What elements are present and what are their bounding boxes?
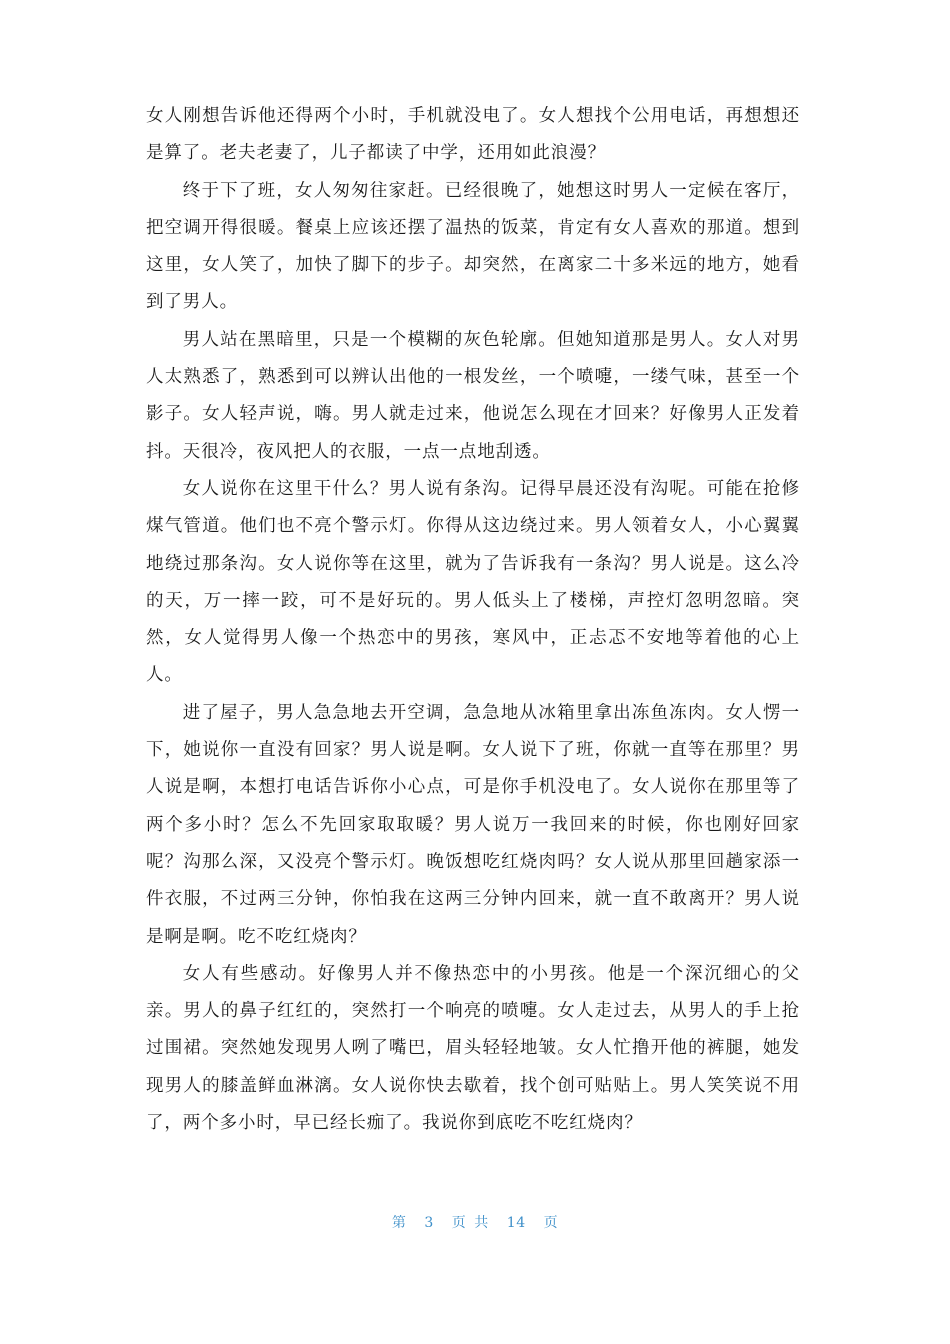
- paragraph-1: 女人刚想告诉他还得两个小时，手机就没电了。女人想找个公用电话，再想想还是算了。老夫老妻了，儿子都读了中学，还用如此浪漫？: [146, 106, 800, 164]
- paragraph-6: 女人有些感动。好像男人并不像热恋中的小男孩。他是一个深沉细心的父亲。男人的鼻子红红的，突然打一个响亮的喷嚏。女人走过去，从男人的手上抢过围裙。突然她发现男人咧了嘴巴，眉头轻轻地皱。女人忙撸开他的裤腿，她发现男人的膝盖鲜血淋漓。女人说你快去歇着，找个创可贴贴上。男人笑笑说不用了，两个多小时，早已经长痂了。我说你到底吃不吃红烧肉？: [146, 963, 800, 1134]
- footer-total-pages: 14: [506, 1215, 526, 1231]
- footer-gong: 共: [474, 1215, 489, 1231]
- page-footer: [0, 1212, 950, 1232]
- paragraph-2: 终于下了班，女人匆匆往家赶。已经很晚了，她想这时男人一定候在客厅，把空调开得很暖。餐桌上应该还摆了温热的饭菜，肯定有女人喜欢的那道。想到这里，女人笑了，加快了脚下的步子。却突然，在离家二十多米远的地方，她看到了男人。: [146, 180, 800, 313]
- paragraph-3: 男人站在黑暗里，只是一个模糊的灰色轮廓。但她知道那是男人。女人对男人太熟悉了，熟悉到可以辨认出他的一根发丝，一个喷嚏，一缕气味，甚至一个影子。女人轻声说，嗨。男人就走过来，他说怎么现在才回来？好像男人正发着抖。天很冷，夜风把人的衣服，一点一点地刮透。: [146, 329, 800, 462]
- footer-page-number: 3: [424, 1215, 434, 1231]
- document-body: [146, 98, 800, 1142]
- paragraph-4: 女人说你在这里干什么？男人说有条沟。记得早晨还没有沟呢。可能在抢修煤气管道。他们也不亮个警示灯。你得从这边绕过来。男人领着女人，小心翼翼地绕过那条沟。女人说你等在这里，就为了告诉我有一条沟？男人说是。这么冷的天，万一摔一跤，可不是好玩的。男人低头上了楼梯，声控灯忽明忽暗。突然，女人觉得男人像一个热恋中的男孩，寒风中，正忐忑不安地等着他的心上人。: [146, 478, 800, 686]
- footer-ye: 页: [451, 1215, 467, 1231]
- footer-di: 第: [391, 1215, 407, 1231]
- footer-ye-2: 页: [543, 1215, 559, 1231]
- paragraph-5: 进了屋子，男人急急地去开空调，急急地从冰箱里拿出冻鱼冻肉。女人愣一下，她说你一直没有回家？男人说是啊。女人说下了班，你就一直等在那里？男人说是啊，本想打电话告诉你小心点，可是你手机没电了。女人说你在那里等了两个多小时？怎么不先回家取取暖？男人说万一我回来的时候，你也刚好回家呢？沟那么深，又没亮个警示灯。晚饭想吃红烧肉吗？女人说从那里回趟家添一件衣服，不过两三分钟，你怕我在这两三分钟内回来，就一直不敢离开？男人说是啊是啊。吃不吃红烧肉？: [146, 702, 800, 947]
